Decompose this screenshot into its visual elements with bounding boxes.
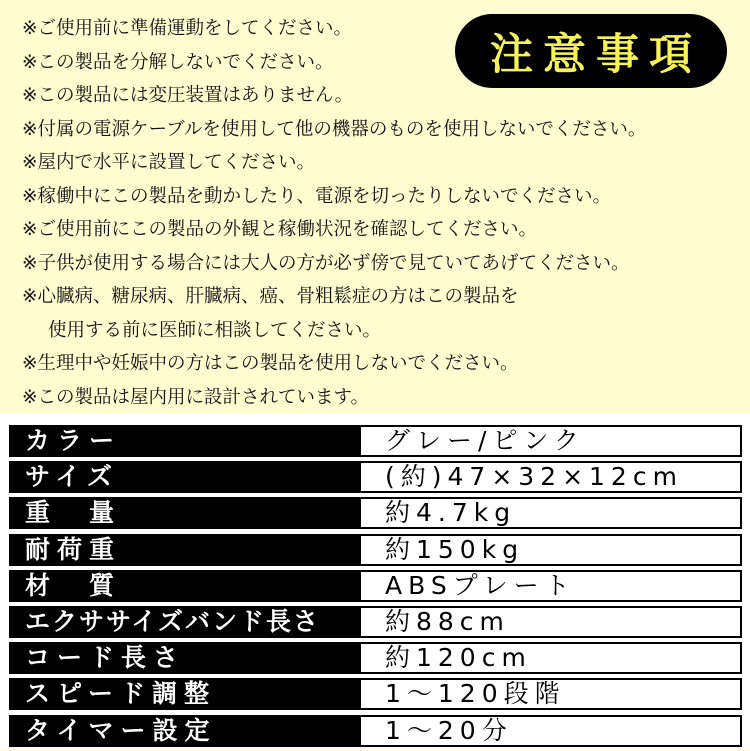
spec-value: グレー/ピンク <box>361 427 740 455</box>
spec-row-color <box>9 425 742 457</box>
caution-note-continuation: 使用する前に医師に相談してください。 <box>48 319 382 341</box>
spec-value: 1～120段階 <box>361 680 740 708</box>
spec-value: 1～20分 <box>361 717 740 745</box>
caution-note: ※ご使用前にこの製品の外観と稼働状況を確認してください。 <box>22 219 538 240</box>
spec-row-weight <box>9 497 742 529</box>
spec-label: 重 量 <box>11 499 361 527</box>
spec-label: タイマー設定 <box>11 717 361 745</box>
caution-note: ※この製品は屋内用に設計されています。 <box>22 386 370 408</box>
spec-label: 材 質 <box>11 572 361 600</box>
spec-value: 約88cm <box>361 608 740 636</box>
spec-label: サイズ <box>11 463 361 491</box>
caution-note: ※ご使用前に準備運動をしてください。 <box>22 18 353 39</box>
spec-value: (約)47×32×12cm <box>361 463 740 491</box>
caution-note: ※子供が使用する場合には大人の方が必ず傍で見ていてあげてください。 <box>22 252 630 274</box>
caution-badge <box>455 14 727 88</box>
caution-note: ※心臓病、糖尿病、肝臓病、癌、骨粗鬆症の方はこの製品を <box>22 286 519 307</box>
caution-note: ※付属の電源ケーブルを使用して他の機器のものを使用しないでください。 <box>22 118 647 140</box>
spec-value: 約4.7kg <box>361 499 740 527</box>
spec-label: エクササイズバンド長さ <box>11 608 361 636</box>
spec-row-speed <box>9 678 742 710</box>
spec-row-material <box>9 570 742 602</box>
spec-table <box>9 425 742 751</box>
spec-row-load <box>9 534 742 566</box>
spec-label: カラー <box>11 427 361 455</box>
spec-label: スピード調整 <box>11 680 361 708</box>
spec-value: ABSプレート <box>361 572 740 600</box>
spec-row-band-length <box>9 606 742 638</box>
spec-label: コード長さ <box>11 644 361 672</box>
caution-note: ※稼働中にこの製品を動かしたり、電源を切ったりしないでください。 <box>22 185 612 207</box>
caution-note: ※屋内で水平に設置してください。 <box>22 152 316 173</box>
caution-note: ※この製品には変圧装置はありません。 <box>22 85 354 106</box>
caution-note: ※生理中や妊娠中の方はこの製品を使用しないでください。 <box>22 353 519 374</box>
spec-row-timer <box>9 715 742 747</box>
spec-value: 約120cm <box>361 644 740 672</box>
spec-row-cord-length <box>9 642 742 674</box>
spec-row-size <box>9 461 742 493</box>
spec-section <box>0 413 750 750</box>
spec-value: 約150kg <box>361 536 740 564</box>
caution-badge-text: 注意事項 <box>490 29 702 80</box>
spec-label: 耐荷重 <box>11 536 361 564</box>
caution-note: ※この製品を分解しないでください。 <box>22 51 334 73</box>
